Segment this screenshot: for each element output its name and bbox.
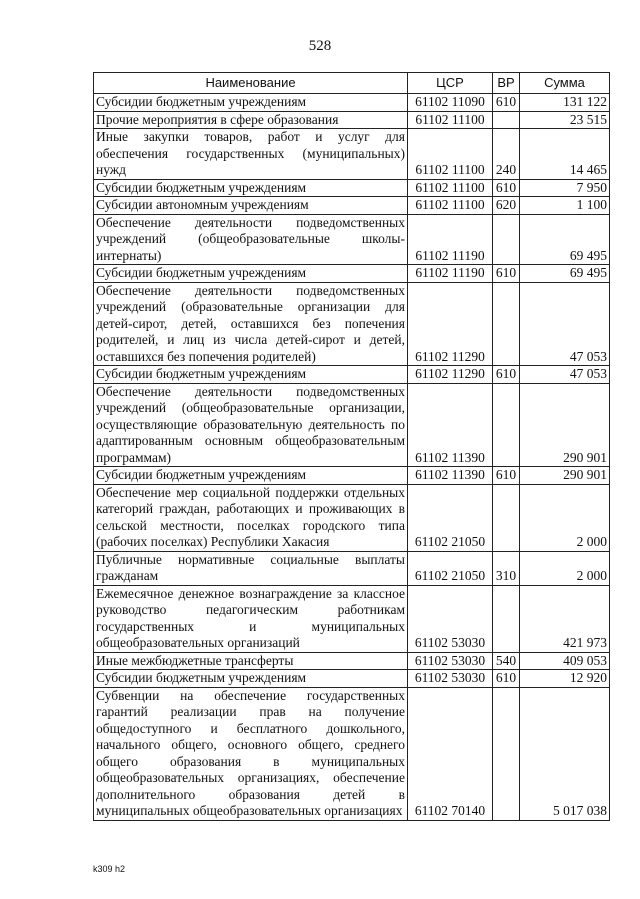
row-sum-cell: 5 017 038 (520, 687, 610, 820)
row-name-cell: Субсидии бюджетным учреждениям (94, 94, 408, 112)
row-vr-cell: 610 (493, 670, 520, 688)
table-row (94, 129, 610, 180)
table-row (94, 551, 610, 585)
row-name-cell: Обеспечение деятельности подведомственных учреждений (образовательные организации для детей-сирот, детей, оставшихся без попечения родителей, и лиц из числа детей-сирот и детей, оставшихся без попечения родителей) (94, 282, 408, 366)
table-header-row (94, 73, 610, 94)
row-sum-cell: 14 465 (520, 129, 610, 180)
row-sum-cell: 421 973 (520, 585, 610, 652)
row-sum-cell: 2 000 (520, 551, 610, 585)
table-row (94, 484, 610, 551)
row-name-cell: Прочие мероприятия в сфере образования (94, 111, 408, 129)
row-sum-cell: 12 920 (520, 670, 610, 688)
row-sum-cell: 7 950 (520, 179, 610, 197)
row-vr-cell: 610 (493, 94, 520, 112)
row-name-cell: Обеспечение деятельности подведомственных учреждений (общеобразовательные организации, осуществляющие образовательную деятельность по адаптированным основным общеобразовательным программам) (94, 383, 408, 467)
row-vr-cell (493, 214, 520, 265)
row-vr-cell (493, 484, 520, 551)
row-vr-cell: 540 (493, 652, 520, 670)
row-csr-cell: 61102 11100 (408, 111, 493, 129)
row-name-cell: Субсидии автономным учреждениям (94, 197, 408, 215)
table-row (94, 467, 610, 485)
row-csr-cell: 61102 11290 (408, 366, 493, 384)
table-row (94, 383, 610, 467)
row-name-cell: Иные межбюджетные трансферты (94, 652, 408, 670)
row-vr-cell: 610 (493, 179, 520, 197)
row-name-cell: Субвенции на обеспечение государственных гарантий реализации прав на получение общедоступного и бесплатного дошкольного, начального общего, основного общего, среднего общего образования в муниципальных общеобразовательных организациях, обеспечение дополнительного образования детей в муниципальных общеобразовательных организациях (94, 687, 408, 820)
row-csr-cell: 61102 21050 (408, 484, 493, 551)
row-csr-cell: 61102 70140 (408, 687, 493, 820)
row-sum-cell: 47 053 (520, 366, 610, 384)
page-number: 528 (308, 38, 332, 54)
row-vr-cell (493, 687, 520, 820)
row-name-cell: Публичные нормативные социальные выплаты гражданам (94, 551, 408, 585)
row-csr-cell: 61102 53030 (408, 585, 493, 652)
row-name-cell: Субсидии бюджетным учреждениям (94, 366, 408, 384)
row-vr-cell: 310 (493, 551, 520, 585)
table-row (94, 282, 610, 366)
table-row (94, 366, 610, 384)
row-name-cell: Иные закупки товаров, работ и услуг для обеспечения государственных (муниципальных) нужд (94, 129, 408, 180)
row-csr-cell: 61102 11090 (408, 94, 493, 112)
row-vr-cell: 610 (493, 366, 520, 384)
row-csr-cell: 61102 11100 (408, 179, 493, 197)
header-vr: ВР (493, 73, 520, 94)
row-sum-cell: 47 053 (520, 282, 610, 366)
row-csr-cell: 61102 11100 (408, 129, 493, 180)
row-sum-cell: 2 000 (520, 484, 610, 551)
row-csr-cell: 61102 11390 (408, 467, 493, 485)
header-sum: Сумма (520, 73, 610, 94)
row-vr-cell: 620 (493, 197, 520, 215)
row-name-cell: Субсидии бюджетным учреждениям (94, 670, 408, 688)
row-vr-cell: 610 (493, 467, 520, 485)
row-sum-cell: 69 495 (520, 265, 610, 283)
table-row (94, 585, 610, 652)
row-csr-cell: 61102 11190 (408, 265, 493, 283)
row-csr-cell: 61102 21050 (408, 551, 493, 585)
row-csr-cell: 61102 11190 (408, 214, 493, 265)
row-sum-cell: 290 901 (520, 467, 610, 485)
table-body (94, 94, 610, 821)
table-row (94, 111, 610, 129)
row-sum-cell: 69 495 (520, 214, 610, 265)
row-sum-cell: 23 515 (520, 111, 610, 129)
row-name-cell: Ежемесячное денежное вознаграждение за классное руководство педагогическим работникам государственных и муниципальных общеобразовательных организаций (94, 585, 408, 652)
header-name: Наименование (94, 73, 408, 94)
row-name-cell: Субсидии бюджетным учреждениям (94, 265, 408, 283)
row-sum-cell: 409 053 (520, 652, 610, 670)
row-vr-cell (493, 282, 520, 366)
row-csr-cell: 61102 11290 (408, 282, 493, 366)
row-vr-cell (493, 383, 520, 467)
row-sum-cell: 290 901 (520, 383, 610, 467)
row-name-cell: Обеспечение деятельности подведомственных учреждений (общеобразовательные школы-интернаты) (94, 214, 408, 265)
row-csr-cell: 61102 11390 (408, 383, 493, 467)
table-row (94, 687, 610, 820)
row-csr-cell: 61102 53030 (408, 670, 493, 688)
row-name-cell: Субсидии бюджетным учреждениям (94, 467, 408, 485)
row-vr-cell: 610 (493, 265, 520, 283)
row-csr-cell: 61102 53030 (408, 652, 493, 670)
table-row (94, 179, 610, 197)
footer-code: k309 h2 (93, 864, 126, 874)
table-row (94, 265, 610, 283)
row-sum-cell: 131 122 (520, 94, 610, 112)
row-csr-cell: 61102 11100 (408, 197, 493, 215)
row-vr-cell (493, 585, 520, 652)
header-csr: ЦСР (408, 73, 493, 94)
row-name-cell: Субсидии бюджетным учреждениям (94, 179, 408, 197)
row-vr-cell: 240 (493, 129, 520, 180)
table-row (94, 652, 610, 670)
row-name-cell: Обеспечение мер социальной поддержки отдельных категорий граждан, работающих и проживающих в сельской местности, поселках городского типа (рабочих поселках) Республики Хакасия (94, 484, 408, 551)
budget-table (93, 72, 610, 821)
table-row (94, 214, 610, 265)
table-row (94, 197, 610, 215)
row-sum-cell: 1 100 (520, 197, 610, 215)
table-row (94, 94, 610, 112)
row-vr-cell (493, 111, 520, 129)
table-row (94, 670, 610, 688)
